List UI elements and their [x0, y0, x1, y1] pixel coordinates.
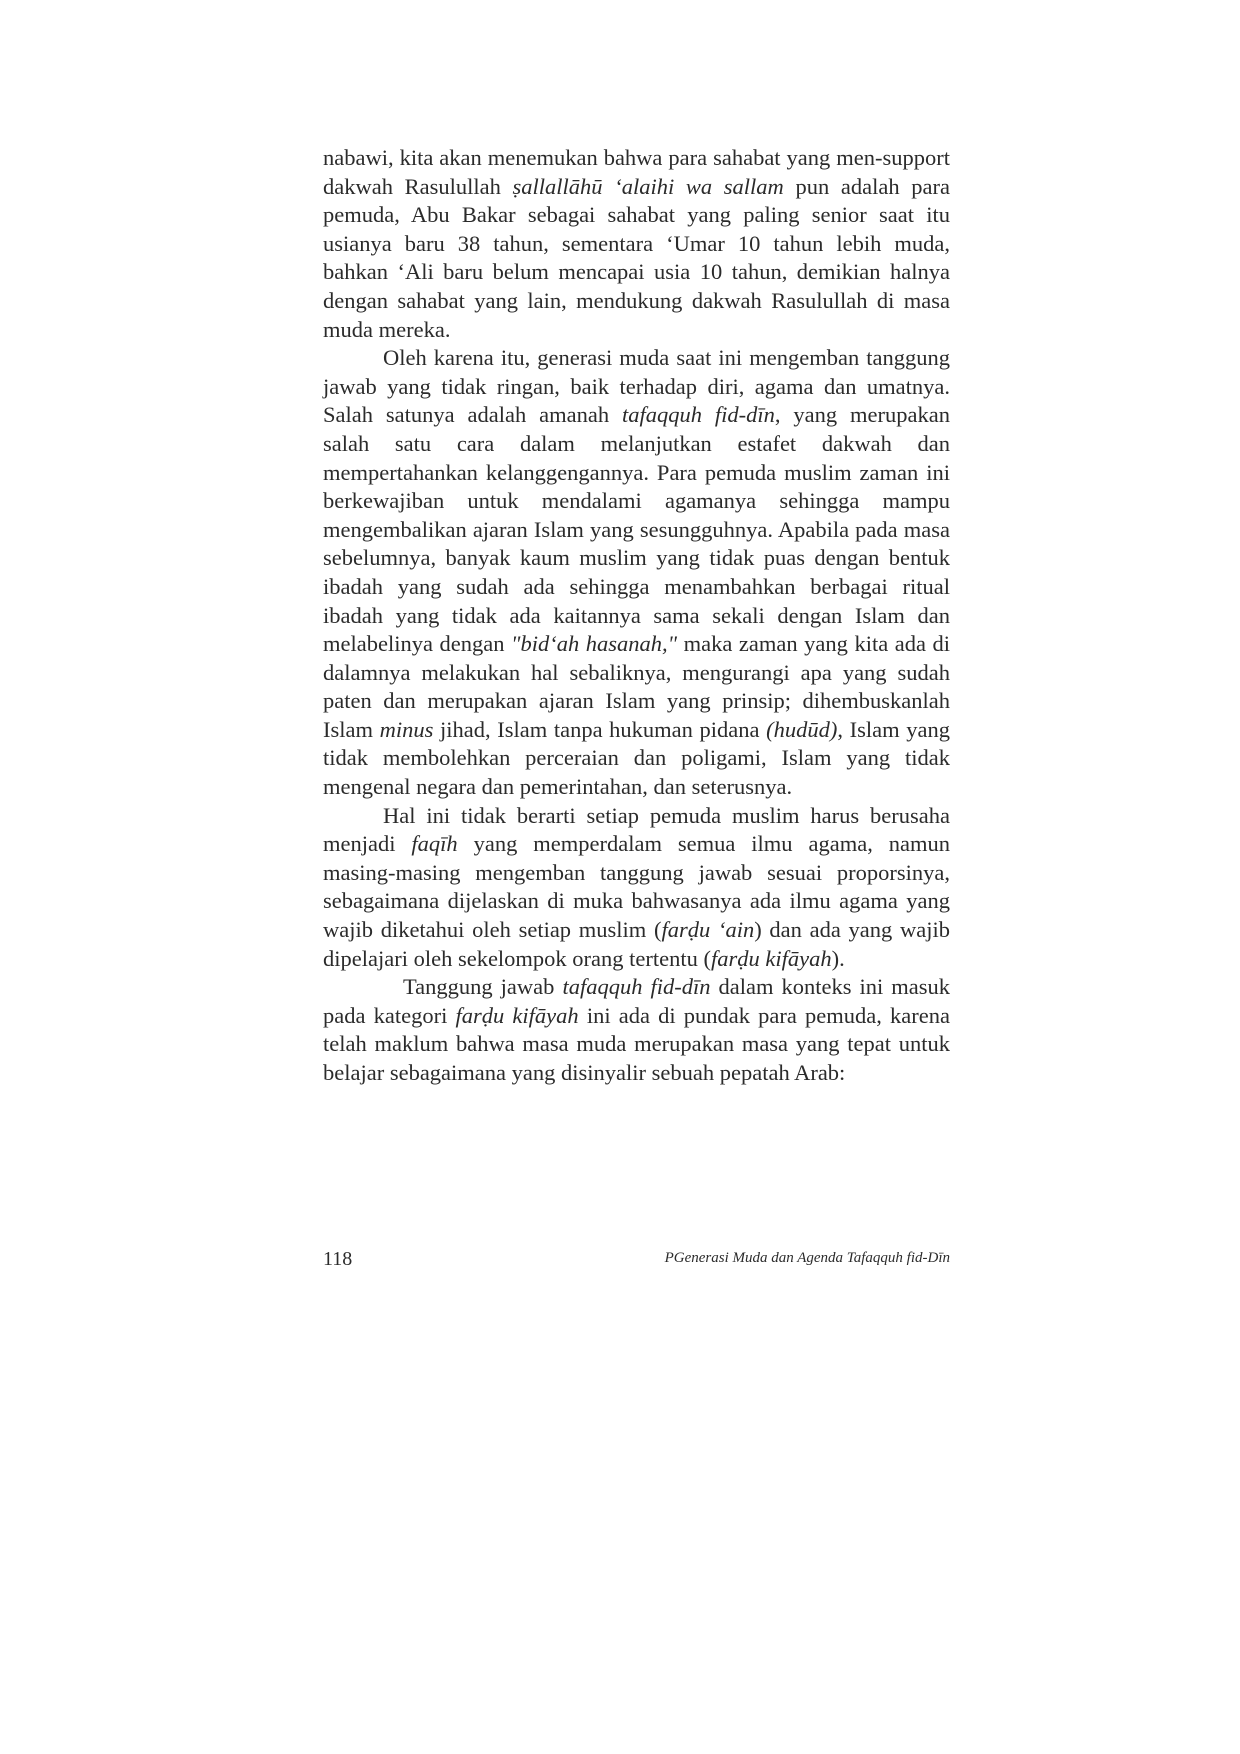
body-text — [323, 144, 950, 1088]
text-run: pun adalah para pemuda, Abu Bakar sebagai sahabat yang paling senior saat itu usianya baru 38 tahun, sementara ‘Umar 10 tahun lebih muda, bahkan ‘Ali baru belum mencapai usia 10 tahun, demikian halnya dengan sahabat yang lain, mendukung dakwah Rasulullah di masa muda mereka. — [323, 173, 950, 342]
text-run: jihad, Islam tanpa hukuman pidana — [433, 716, 767, 742]
paragraph-3 — [323, 802, 950, 974]
text-run: Tanggung jawab — [403, 974, 563, 1000]
text-run: dalam konteks ini masuk pada kategori — [323, 974, 951, 1028]
italic-term: (hudūd) — [766, 716, 838, 742]
italic-term: tafaqquh fid-dīn — [621, 402, 775, 428]
running-footer-title: PGenerasi Muda dan Agenda Tafaqquh fid-Dīn — [664, 1250, 950, 1266]
text-run: yang memperdalam semua ilmu agama, namun masing-masing mengemban tanggung jawab sesuai proporsinya, sebagaimana dijelaskan di muka bahwasanya ada ilmu agama yang wajib diketahui oleh setiap muslim ( — [323, 831, 950, 943]
text-run: Hal ini tidak berarti setiap pemuda muslim harus berusaha menjadi — [323, 802, 950, 857]
text-run: nabawi, kita akan menemukan bahwa para sahabat yang men-support dakwah Rasulullah — [323, 145, 950, 199]
page-number: 118 — [323, 1248, 353, 1270]
italic-term: tafaqquh fid-dīn — [562, 974, 711, 1000]
text-run: maka zaman yang kita ada di dalamnya melakukan hal sebaliknya, mengurangi apa yang sudah paten dan merupakan ajaran Islam yang prinsip; dihembuskanlah Islam — [323, 631, 950, 742]
italic-term: "bid‘ah hasanah," — [511, 631, 678, 657]
italic-term: ṣallallāhū ‘alaihi wa sallam — [512, 173, 784, 199]
text-run: ini ada di pundak para pemuda, karena telah maklum bahwa masa muda merupakan masa yang tepat untuk belajar sebagaimana yang disinyalir sebuah pepatah Arab: — [323, 1002, 951, 1085]
text-run: , Islam yang tidak membolehkan perceraian dan poligami, Islam yang tidak mengenal negara dan pemerintahan, dan seterusnya. — [323, 716, 950, 800]
italic-term: farḍu ‘ain — [661, 917, 755, 943]
italic-term: minus — [379, 716, 434, 742]
italic-term: farḍu kifāyah — [455, 1002, 579, 1028]
text-run: ). — [831, 945, 845, 971]
text-run: ) dan ada yang wajib dipelajari oleh sekelompok orang tertentu ( — [323, 917, 950, 971]
paragraph-4 — [323, 973, 950, 1087]
italic-term: faqīh — [411, 831, 458, 857]
text-run: , yang merupakan salah satu cara dalam melanjutkan estafet dakwah dan mempertahankan kelanggengannya. Para pemuda muslim zaman ini berkewajiban untuk mendalami agamanya sehingga mampu mengembalikan ajaran Islam yang sesungguhnya. Apabila pada masa sebelumnya, banyak kaum muslim yang tidak puas dengan bentuk ibadah yang sudah ada sehingga menambahkan berbagai ritual ibadah yang tidak ada kaitannya sama sekali dengan Islam dan melabelinya dengan — [323, 402, 951, 657]
italic-term: farḍu kifāyah — [711, 945, 832, 971]
paragraph-1 — [323, 144, 950, 344]
paragraph-2 — [323, 344, 950, 802]
text-run: Oleh karena itu, generasi muda saat ini mengemban tanggung jawab yang tidak ringan, baik terhadap diri, agama dan umatnya. Salah satunya adalah amanah — [323, 345, 950, 428]
